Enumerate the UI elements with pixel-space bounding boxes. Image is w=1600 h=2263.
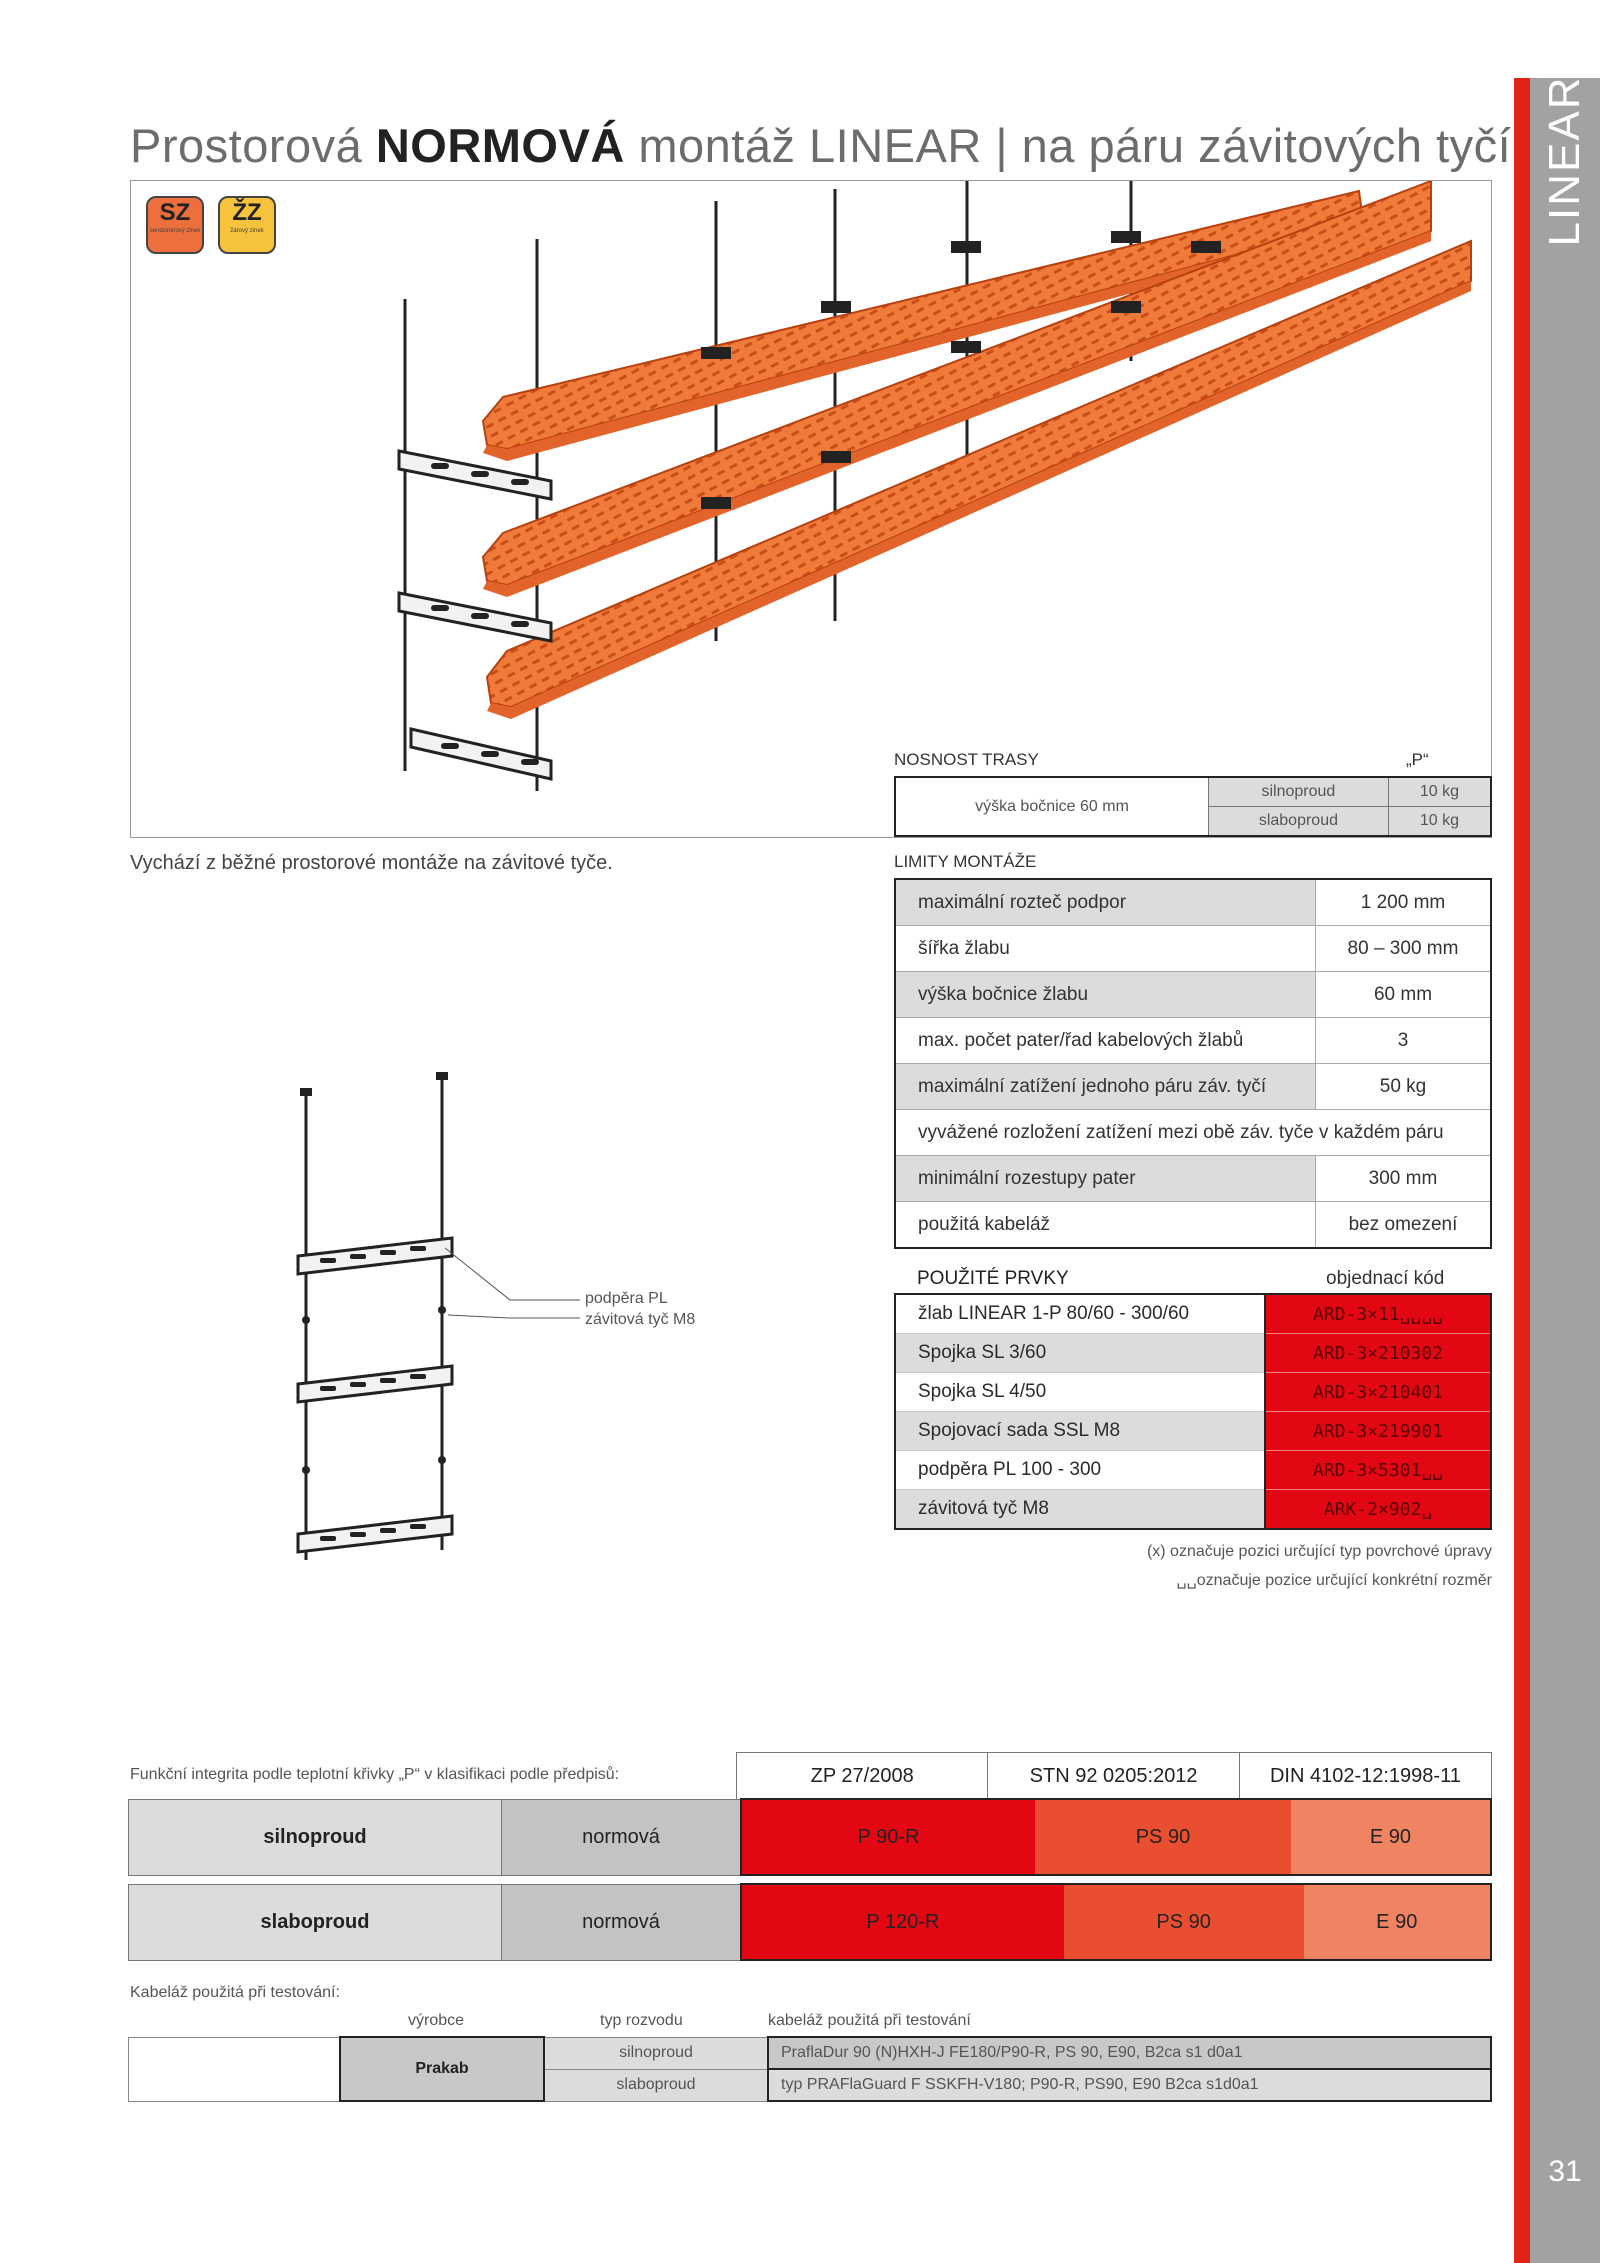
limits-row: maximální zatížení jednoho páru záv. tyčí 50 kg bbox=[895, 1064, 1491, 1110]
limits-table bbox=[894, 878, 1492, 1249]
label-threaded-rod: závitová tyč M8 bbox=[585, 1311, 696, 1328]
integrity-standards bbox=[736, 1752, 1492, 1800]
elements-table bbox=[894, 1293, 1492, 1530]
capacity-p-label: „P“ bbox=[1406, 750, 1429, 769]
capacity-table bbox=[894, 776, 1492, 837]
cabling-cable: typ PRAFlaGuard F SSKFH-V180; P90-R, PS90, E90 B2ca s1d0a1 bbox=[768, 2069, 1491, 2101]
limits-row: výška bočnice žlabu 60 mm bbox=[895, 972, 1491, 1018]
capacity-type: slaboproud bbox=[1209, 807, 1389, 837]
integrity-row-silnoproud: silnoproud normová P 90-R PS 90 E 90 bbox=[128, 1798, 1492, 1876]
element-row: Spojka SL 3/60 ARD-3×210302 bbox=[895, 1334, 1491, 1373]
integrity-caption: Funkční integrita podle teplotní křivky „P“ v klasifikaci podle předpisů: bbox=[130, 1766, 620, 1783]
badge-zz: ŽZ žárový zinek bbox=[218, 196, 276, 254]
element-row: podpěra PL 100 - 300 ARD-3×5301␣␣ bbox=[895, 1451, 1491, 1490]
capacity-value: 10 kg bbox=[1388, 807, 1491, 837]
cabling-type: silnoproud bbox=[544, 2037, 768, 2069]
capacity-heading: NOSNOST TRASY bbox=[894, 750, 1039, 769]
standard-zp: ZP 27/2008 bbox=[737, 1753, 988, 1800]
standard-din: DIN 4102-12:1998-11 bbox=[1239, 1753, 1491, 1800]
elements-note-size: ␣␣označuje pozice určující konkrétní rozměr bbox=[1176, 1572, 1492, 1589]
sidebar-label: LINEAR bbox=[1540, 75, 1589, 247]
integrity-row-slaboproud: slaboproud normová P 120-R PS 90 E 90 bbox=[128, 1883, 1492, 1961]
cabling-header-manufacturer: výrobce bbox=[408, 2012, 465, 2029]
tray-illustration bbox=[131, 181, 1491, 837]
elements-code-heading: objednací kód bbox=[1326, 1268, 1445, 1289]
capacity-type: silnoproud bbox=[1209, 777, 1389, 807]
limits-row: vyvážené rozložení zatížení mezi obě záv. tyče v každém páru bbox=[895, 1110, 1491, 1156]
element-row: Spojka SL 4/50 ARD-3×210401 bbox=[895, 1373, 1491, 1412]
limits-row: maximální rozteč podpor 1 200 mm bbox=[895, 879, 1491, 926]
sidebar bbox=[1530, 75, 1600, 2263]
cabling-table bbox=[128, 2036, 1492, 2102]
limits-row: šířka žlabu 80 – 300 mm bbox=[895, 926, 1491, 972]
label-support-pl: podpěra PL bbox=[585, 1290, 668, 1307]
elements-note-surface: (x) označuje pozici určující typ povrchové úpravy bbox=[1146, 1543, 1492, 1560]
capacity-value: 10 kg bbox=[1388, 777, 1491, 807]
limits-row: max. počet pater/řad kabelových žlabů 3 bbox=[895, 1018, 1491, 1064]
element-row: závitová tyč M8 ARK-2×902␣ bbox=[895, 1490, 1491, 1530]
intro-text: Vychází z běžné prostorové montáže na závitové tyče. bbox=[130, 852, 613, 874]
capacity-row-label: výška bočnice 60 mm bbox=[895, 777, 1209, 836]
standard-stn: STN 92 0205:2012 bbox=[988, 1753, 1239, 1800]
limits-row: použitá kabeláž bez omezení bbox=[895, 1202, 1491, 1249]
cabling-manufacturer: Prakab bbox=[340, 2037, 544, 2101]
element-row: Spojovací sada SSL M8 ARD-3×219901 bbox=[895, 1412, 1491, 1451]
badge-sz: SZ sendzimirový zinek bbox=[146, 196, 204, 254]
limits-heading: LIMITY MONTÁŽE bbox=[894, 852, 1037, 871]
elements-heading: POUŽITÉ PRVKY bbox=[917, 1268, 1069, 1289]
cabling-caption: Kabeláž použitá při testování: bbox=[130, 1984, 340, 2001]
page-title: Prostorová NORMOVÁ montáž LINEAR | na páru závitových tyčí bbox=[130, 119, 1512, 172]
element-row: žlab LINEAR 1-P 80/60 - 300/60 ARD-3×11␣␣␣␣ bbox=[895, 1294, 1491, 1334]
cabling-type: slaboproud bbox=[544, 2069, 768, 2101]
cabling-cable: PraflaDur 90 (N)HXH-J FE180/P90-R, PS 90, E90, B2ca s1 d0a1 bbox=[768, 2037, 1491, 2069]
limits-row: minimální rozestupy pater 300 mm bbox=[895, 1156, 1491, 1202]
cabling-header-type: typ rozvodu bbox=[600, 2012, 683, 2029]
cabling-header-cable: kabeláž použitá při testování bbox=[768, 2012, 971, 2029]
page-number: 31 bbox=[1548, 2155, 1582, 2188]
